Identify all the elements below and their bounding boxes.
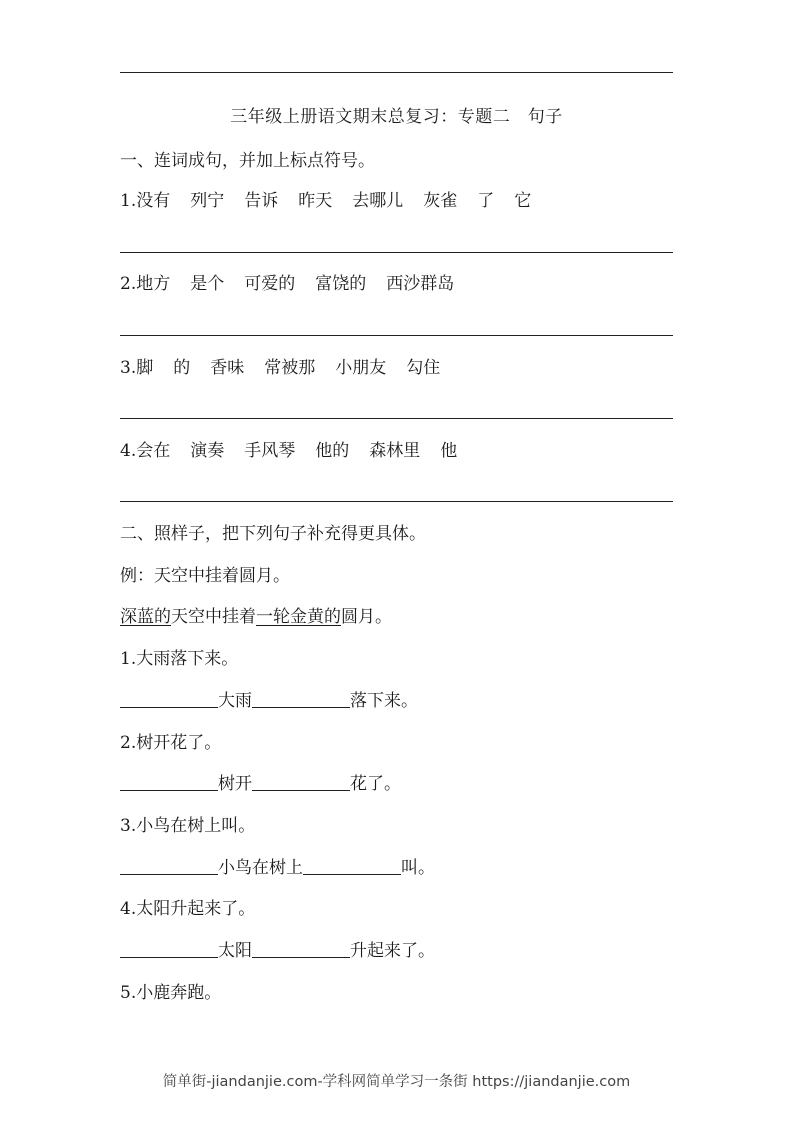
answer-line-4[interactable] xyxy=(120,501,673,502)
plain-phrase: 圆月。 xyxy=(341,607,392,627)
section2-heading: 二、照样子，把下列句子补充得更具体。 xyxy=(120,524,426,544)
word-list-3 xyxy=(120,357,440,379)
fill-text: 花了。 xyxy=(350,774,401,794)
word: 它 xyxy=(514,191,532,211)
word: 列宁 xyxy=(190,191,225,211)
word: 告诉 xyxy=(244,191,279,211)
fill-text: 大雨 xyxy=(218,691,252,711)
word: 常被那 xyxy=(264,358,316,378)
fill-text: 叫。 xyxy=(401,858,435,878)
fill-text: 升起来了。 xyxy=(350,941,435,961)
page-title: 三年级上册语文期末总复习：专题二 句子 xyxy=(230,107,563,127)
word: 富饶的 xyxy=(315,274,367,294)
example-answer xyxy=(120,606,392,628)
word: 去哪儿 xyxy=(352,191,404,211)
fill-line-3 xyxy=(120,857,435,879)
fill-text: 树开 xyxy=(218,774,252,794)
item-number: 3. xyxy=(120,358,137,378)
fill-line-4 xyxy=(120,940,435,962)
fill-blank[interactable] xyxy=(252,774,350,791)
example-sentence: 例：天空中挂着圆月。 xyxy=(120,566,290,586)
word: 没有 xyxy=(136,191,171,211)
exercise-sentence-3: 3.小鸟在树上叫。 xyxy=(120,816,256,836)
word: 了 xyxy=(477,191,495,211)
exercise-sentence-4: 4.太阳升起来了。 xyxy=(120,899,256,919)
fill-blank[interactable] xyxy=(120,858,218,875)
word: 香味 xyxy=(210,358,245,378)
fill-blank[interactable] xyxy=(120,691,218,708)
answer-line-1[interactable] xyxy=(120,252,673,253)
fill-text: 小鸟在树上 xyxy=(218,858,303,878)
fill-text: 落下来。 xyxy=(350,691,418,711)
word: 可爱的 xyxy=(244,274,296,294)
fill-blank[interactable] xyxy=(120,941,218,958)
word: 手风琴 xyxy=(244,441,296,461)
fill-blank[interactable] xyxy=(252,941,350,958)
fill-line-2 xyxy=(120,773,401,795)
word: 昨天 xyxy=(298,191,333,211)
fill-blank[interactable] xyxy=(120,774,218,791)
item-number: 1. xyxy=(120,191,137,211)
word: 演奏 xyxy=(190,441,225,461)
word: 灰雀 xyxy=(423,191,458,211)
section1-heading: 一、连词成句，并加上标点符号。 xyxy=(120,151,375,171)
exercise-sentence-2: 2.树开花了。 xyxy=(120,733,222,753)
word-list-1 xyxy=(120,190,531,212)
word-list-4 xyxy=(120,440,457,462)
word: 是个 xyxy=(190,274,225,294)
fill-text: 太阳 xyxy=(218,941,252,961)
answer-line-2[interactable] xyxy=(120,335,673,336)
plain-phrase: 天空中挂着 xyxy=(171,607,256,627)
fill-line-1 xyxy=(120,690,418,712)
underlined-phrase: 深蓝的 xyxy=(120,607,171,627)
item-number: 4. xyxy=(120,441,137,461)
answer-line-3[interactable] xyxy=(120,418,673,419)
word: 小朋友 xyxy=(335,358,387,378)
word: 脚 xyxy=(136,358,154,378)
fill-blank[interactable] xyxy=(252,691,350,708)
footer-watermark: 简单街-jiandanjie.com-学科网简单学习一条街 https://jiandanjie.com xyxy=(162,1074,631,1090)
word: 他 xyxy=(440,441,458,461)
word: 勾住 xyxy=(406,358,441,378)
top-rule xyxy=(120,72,673,73)
word: 西沙群岛 xyxy=(386,274,455,294)
word: 地方 xyxy=(136,274,171,294)
underlined-phrase: 一轮金黄的 xyxy=(256,607,341,627)
word: 他的 xyxy=(315,441,350,461)
word-list-2 xyxy=(120,273,454,295)
word: 的 xyxy=(173,358,191,378)
word: 森林里 xyxy=(369,441,421,461)
exercise-sentence-5: 5.小鹿奔跑。 xyxy=(120,983,222,1003)
exercise-sentence-1: 1.大雨落下来。 xyxy=(120,649,239,669)
word: 会在 xyxy=(136,441,171,461)
item-number: 2. xyxy=(120,274,137,294)
fill-blank[interactable] xyxy=(303,858,401,875)
